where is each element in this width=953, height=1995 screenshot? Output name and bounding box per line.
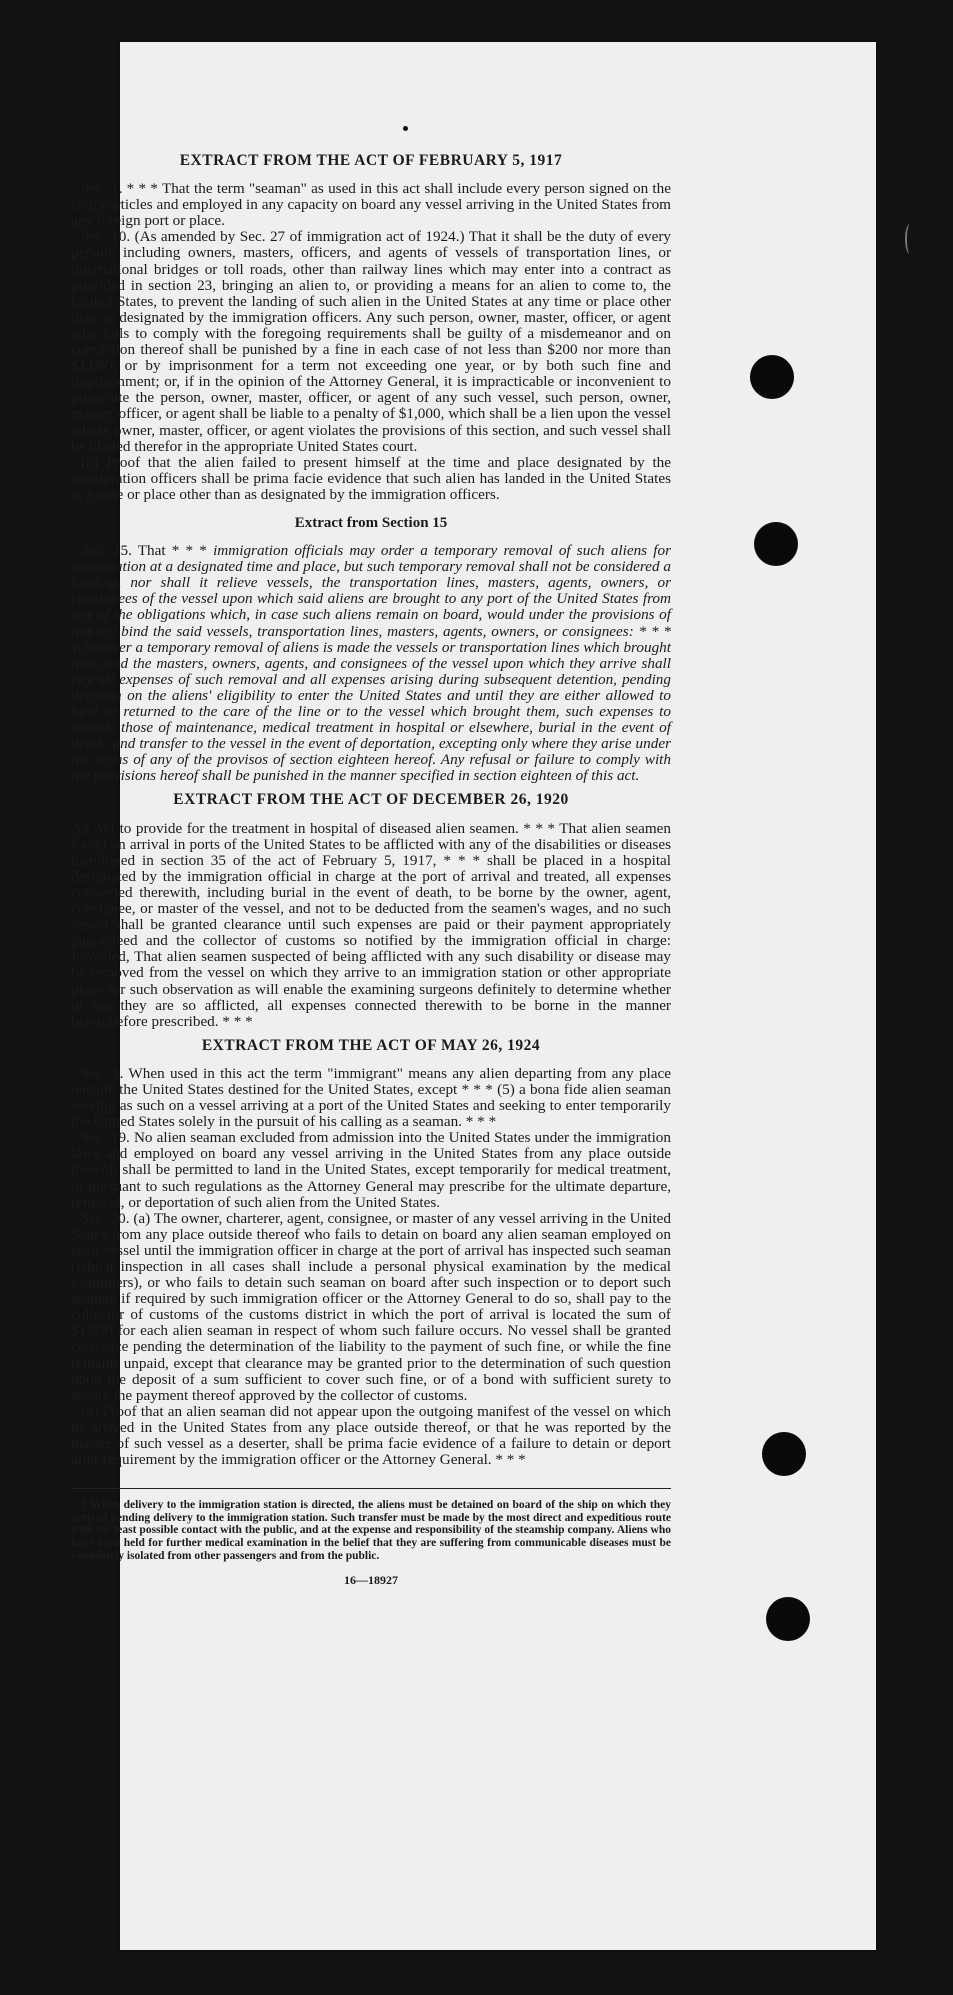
sec-15-text: immigration officials may order a temporary removal of such aliens for examination at a designated time and place, but such temporary removal shall not be considered a landing, nor shall it relieve vessels, the transportation lines, masters, agents, owners, or consignees of the vessel upon which said aliens are brought to any port of the United States from any of the obligations which, in case such aliens remain on board, would under the provisions of this act bind the said vessels, transportation lines, masters, agents, owners, or consignees: * * * Whenever a temporary removal of aliens is made the vessels or transportation lines which brought them and the masters, owners, agents, and consignees of the vessel upon which they arrive shall pay all expenses of such removal and all expenses arising during subsequent detention, pending decision on the aliens' eligibility to enter the United States and until they are either allowed to land or returned to the care of the line or to the vessel which brought them, such expenses to include those of maintenance, medical treatment in hospital or elsewhere, burial in the event of death, and transfer to the vessel in the event of deportation, excepting only where they arise under the terms of any of the provisos of section eighteen hereof. Any refusal or failure to comply with the provisions hereof shall be punished in the manner specified in section eighteen of this act. — [71, 542, 671, 785]
sec-10-paragraph: Sec. 10. (As amended by Sec. 27 of immigration act of 1924.) That it shall be the duty of every person, including owners, masters, officers, and agents of vessels of transportation lines, or international bridges or toll roads, other than railway lines which may enter into a contract as provided in section 23, bringing an alien to, or providing a means for an alien to come to, the United States, to prevent the landing of such alien in the United States at any time or place other than as designated by the immigration officers. Any such person, owner, master, officer, or agent who fails to comply with the foregoing requirements shall be guilty of a misdemeanor and on conviction thereof shall be punished by a fine in each case of not less than $200 nor more than $1,000, or by imprisonment for a term not exceeding one year, or by both such fine and imprisonment; or, if in the opinion of the Attorney General, it is impracticable or inconvenient to prosecute the person, owner, master, officer, or agent of any such vessel, such person, owner, master, officer, or agent shall be liable to a penalty of $1,000, which shall be a lien upon the vessel whose owner, master, officer, or agent violates the provisions of this section, and such vessel shall be libeled therefor in the appropriate United States court. — [71, 228, 671, 455]
heading-act-1920: EXTRACT FROM THE ACT OF DECEMBER 26, 1920 — [173, 791, 569, 809]
punch-hole — [762, 1432, 806, 1476]
form-number: 16—18927 — [344, 1573, 398, 1588]
footnote-divider — [71, 1488, 671, 1489]
sec-15-lead: Sec. 15. That * * * — [81, 542, 214, 560]
sec-19-paragraph: Sec. 19. No alien seaman excluded from admission into the United States under the immigration laws and employed on board any vessel arriving in the United States from any place outside thereof, shall be permitted to land in the United States, except temporarily for medical treatment, or pursuant to such regulations as the Attorney General may prescribe for the ultimate departure, removal, or deportation of such alien from the United States. — [71, 1129, 671, 1211]
sec-20-b-paragraph: (b) Proof that an alien seaman did not appear upon the outgoing manifest of the vessel on which he arrived in the United States from any place outside thereof, or that he was reported by the master of such vessel as a deserter, shall be prima facie evidence of a failure to detain or deport after requirement by the immigration officer or the Attorney General. * * * — [71, 1402, 671, 1469]
punch-hole — [766, 1597, 810, 1641]
print-dot — [403, 126, 408, 131]
heading-act-1924: EXTRACT FROM THE ACT OF MAY 26, 1924 — [201, 1036, 541, 1054]
heading-act-1917: EXTRACT FROM THE ACT OF FEBRUARY 5, 1917 — [179, 152, 563, 169]
punch-hole — [754, 522, 798, 566]
sec-1-paragraph: Sec. 1. * * * That the term "seaman" as used in this act shall include every person signed on the ship's articles and employed in any capacity on board any vessel arriving in the United States from any foreign port or place. — [71, 180, 671, 230]
footnote: † When delivery to the immigration station is directed, the aliens must be detained on board of the ship on which they arrived pending delivery to the immigration station. Such transfer must be made by the most direct and expeditious route with the least possible contact with the public, and at the expense and responsibility of the steamship company. Aliens who have been held for further medical examination in the belief that they are suffering from communicable diseases must be completely isolated from other passengers and from the public. — [71, 1499, 671, 1562]
act-1920-paragraph: An Act to provide for the treatment in hospital of diseased alien seamen. * * * That alien seamen found on arrival in ports of the United States to be afflicted with any of the disabilities or diseases mentioned in section 35 of the act of February 5, 1917, * * * shall be placed in a hospital designated by the immigration official in charge at the port of arrival and treated, all expenses connected therewith, including burial in the event of death, to be borne by the owner, agent, consignee, or master of the vessel, and not to be deducted from the seamen's wages, and no such vessel shall be granted clearance until such expenses are paid or their payment appropriately guaranteed and the collector of customs so notified by the immigration official in charge: Provided, That alien seamen suspected of being afflicted with any such disability or disease may be removed from the vessel on which they arrive to an immigration station or other appropriate place for such observation as will enable the examining surgeons definitely to determine whether or not they are so afflicted, all expenses connected therewith to be borne in the manner hereinbefore prescribed. * * * — [71, 819, 671, 1030]
edge-mark — [905, 224, 915, 254]
sec-15-paragraph — [71, 543, 671, 784]
sec-3-paragraph: Sec. 3. When used in this act the term "immigrant" means any alien departing from any place outside the United States destined for the United States, except * * * (5) a bona fide alien seaman serving as such on a vessel arriving at a port of the United States and seeking to enter temporarily the United States solely in the pursuit of his calling as a seaman. * * * — [71, 1064, 671, 1131]
sec-20-a-paragraph: Sec. 20. (a) The owner, charterer, agent, consignee, or master of any vessel arriving in the United States from any place outside thereof who fails to detain on board any alien seaman employed on such vessel until the immigration officer in charge at the port of arrival has inspected such seaman (which inspection in all cases shall include a personal physical examination by the medical examiners), or who fails to detain such seaman on board after such inspection or to deport such seaman if required by such immigration officer or the Attorney General to do so, shall pay to the collector of customs of the customs district in which the port of arrival is located the sum of $1,000 for each alien seaman in respect of whom such failure occurs. No vessel shall be granted clearance pending the determination of the liability to the payment of such fine, or while the fine remains unpaid, except that clearance may be granted prior to the determination of such question upon the deposit of a sum sufficient to cover such fine, or of a bond with sufficient surety to secure the payment thereof approved by the collector of customs. — [71, 1209, 671, 1404]
sec-10-b-paragraph: (b) Proof that the alien failed to present himself at the time and place designated by the immigration officers shall be prima facie evidence that such alien has landed in the United States at a time or place other than as designated by the immigration officers. — [71, 453, 671, 503]
document-body — [71, 145, 671, 1588]
heading-section-15: Extract from Section 15 — [294, 514, 448, 531]
punch-hole — [750, 355, 794, 399]
